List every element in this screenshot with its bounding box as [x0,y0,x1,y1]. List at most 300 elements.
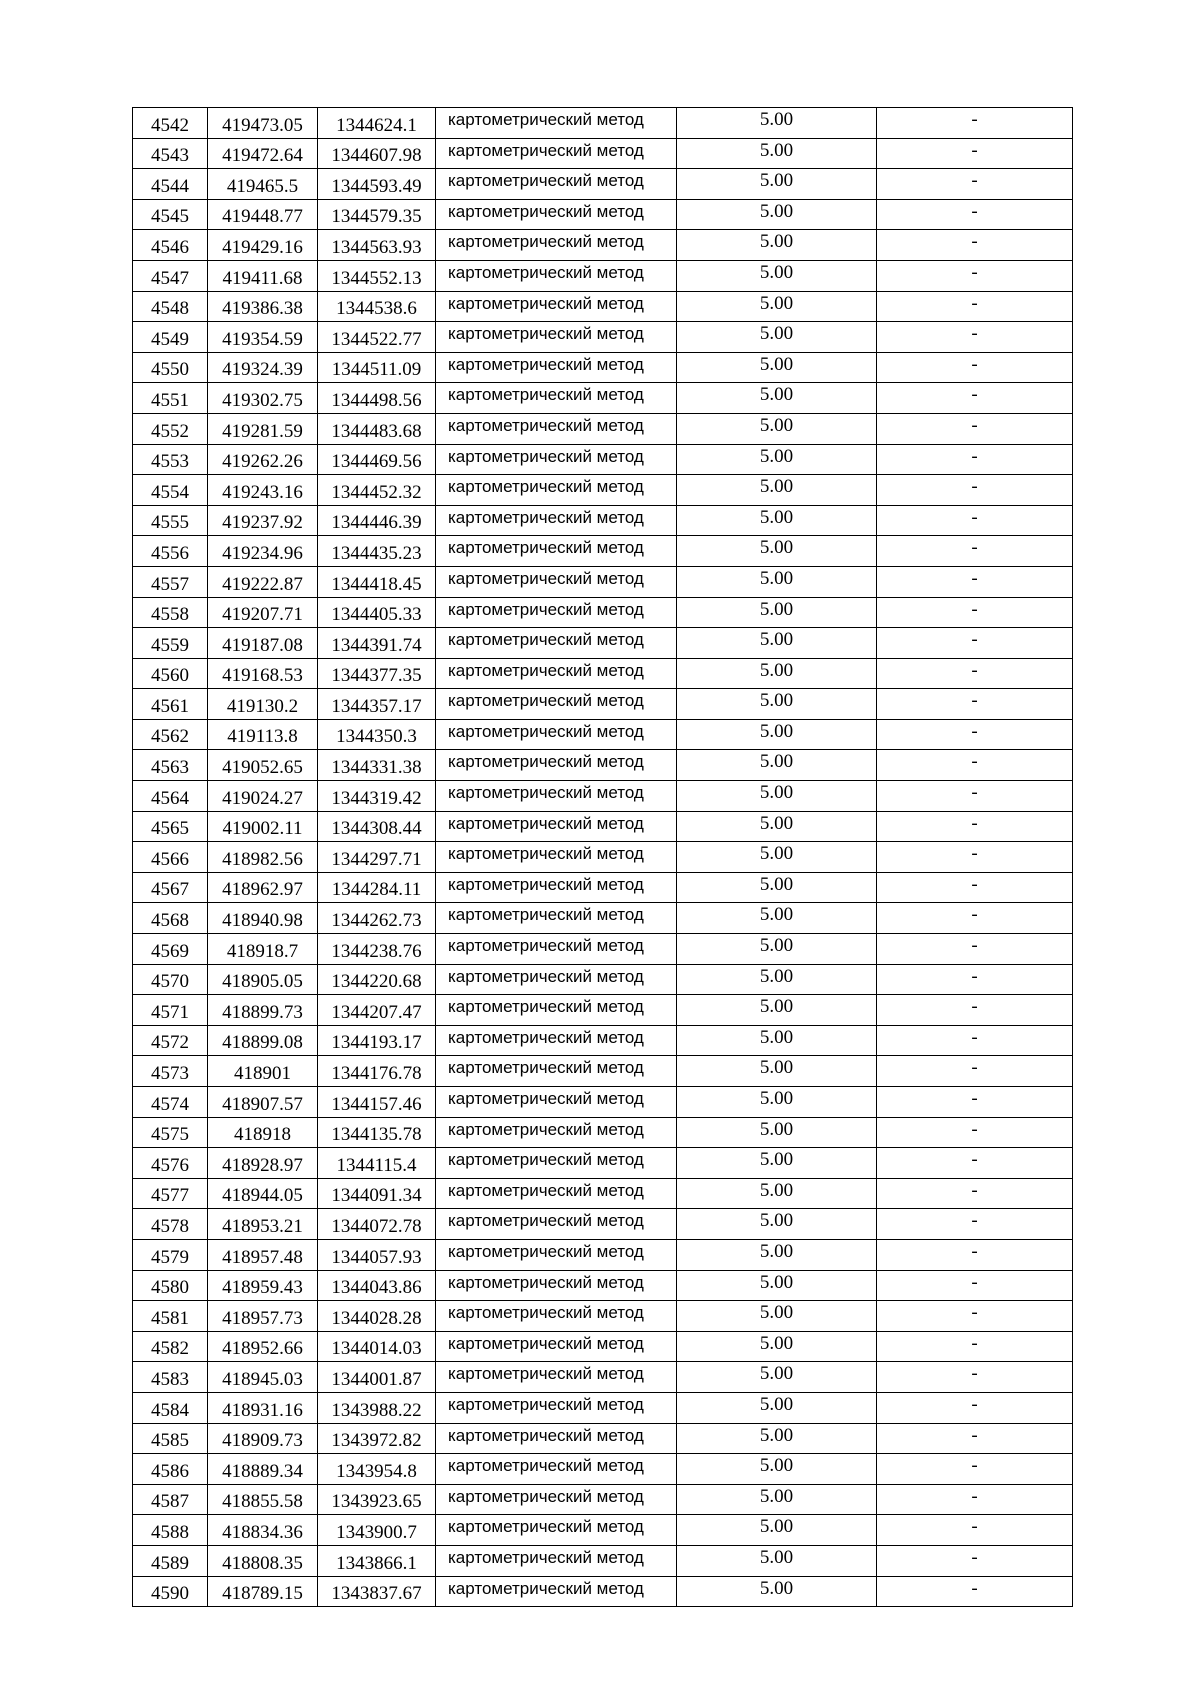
table-row [133,1178,1073,1209]
method-cell: картометрический метод [436,1576,677,1607]
table-row [133,475,1073,506]
method-cell: картометрический метод [436,1087,677,1118]
method-cell: картометрический метод [436,1025,677,1056]
x-coordinate-cell: 418957.48 [208,1239,318,1270]
point-number-cell: 4542 [133,108,208,139]
x-coordinate-cell: 419354.59 [208,322,318,353]
y-coordinate-cell: 1344135.78 [318,1117,436,1148]
note-cell: - [877,1270,1073,1301]
point-number-cell: 4578 [133,1209,208,1240]
note-cell: - [877,597,1073,628]
note-cell: - [877,1392,1073,1423]
note-cell: - [877,903,1073,934]
point-number-cell: 4549 [133,322,208,353]
y-coordinate-cell: 1344469.56 [318,444,436,475]
table-row [133,138,1073,169]
point-number-cell: 4567 [133,872,208,903]
table-row [133,199,1073,230]
table-row [133,1301,1073,1332]
accuracy-cell: 5.00 [677,383,877,414]
method-cell: картометрический метод [436,566,677,597]
note-cell: - [877,1209,1073,1240]
point-number-cell: 4589 [133,1545,208,1576]
y-coordinate-cell: 1344552.13 [318,260,436,291]
accuracy-cell: 5.00 [677,352,877,383]
y-coordinate-cell: 1344014.03 [318,1331,436,1362]
method-cell: картометрический метод [436,322,677,353]
note-cell: - [877,1301,1073,1332]
table-row [133,934,1073,965]
table-row [133,811,1073,842]
method-cell: картометрический метод [436,199,677,230]
note-cell: - [877,1454,1073,1485]
point-number-cell: 4570 [133,964,208,995]
point-number-cell: 4564 [133,781,208,812]
note-cell: - [877,230,1073,261]
x-coordinate-cell: 418889.34 [208,1454,318,1485]
table-row [133,1087,1073,1118]
accuracy-cell: 5.00 [677,1545,877,1576]
note-cell: - [877,138,1073,169]
note-cell: - [877,842,1073,873]
y-coordinate-cell: 1343954.8 [318,1454,436,1485]
y-coordinate-cell: 1344446.39 [318,505,436,536]
table-row [133,169,1073,200]
x-coordinate-cell: 419130.2 [208,689,318,720]
x-coordinate-cell: 418808.35 [208,1545,318,1576]
x-coordinate-cell: 419429.16 [208,230,318,261]
accuracy-cell: 5.00 [677,199,877,230]
accuracy-cell: 5.00 [677,322,877,353]
point-number-cell: 4543 [133,138,208,169]
method-cell: картометрический метод [436,1178,677,1209]
accuracy-cell: 5.00 [677,872,877,903]
method-cell: картометрический метод [436,413,677,444]
method-cell: картометрический метод [436,781,677,812]
table-row [133,1056,1073,1087]
note-cell: - [877,872,1073,903]
y-coordinate-cell: 1344319.42 [318,781,436,812]
accuracy-cell: 5.00 [677,1178,877,1209]
x-coordinate-cell: 419281.59 [208,413,318,444]
point-number-cell: 4561 [133,689,208,720]
method-cell: картометрический метод [436,964,677,995]
table-row [133,1209,1073,1240]
table-row [133,1148,1073,1179]
y-coordinate-cell: 1344418.45 [318,566,436,597]
point-number-cell: 4580 [133,1270,208,1301]
table-row [133,444,1073,475]
table-row [133,842,1073,873]
x-coordinate-cell: 418931.16 [208,1392,318,1423]
y-coordinate-cell: 1344043.86 [318,1270,436,1301]
note-cell: - [877,934,1073,965]
x-coordinate-cell: 419386.38 [208,291,318,322]
y-coordinate-cell: 1344057.93 [318,1239,436,1270]
method-cell: картометрический метод [436,1148,677,1179]
point-number-cell: 4588 [133,1515,208,1546]
y-coordinate-cell: 1344563.93 [318,230,436,261]
note-cell: - [877,1087,1073,1118]
accuracy-cell: 5.00 [677,1270,877,1301]
method-cell: картометрический метод [436,260,677,291]
point-number-cell: 4583 [133,1362,208,1393]
note-cell: - [877,995,1073,1026]
accuracy-cell: 5.00 [677,1392,877,1423]
accuracy-cell: 5.00 [677,230,877,261]
note-cell: - [877,108,1073,139]
x-coordinate-cell: 418905.05 [208,964,318,995]
method-cell: картометрический метод [436,628,677,659]
method-cell: картометрический метод [436,1331,677,1362]
accuracy-cell: 5.00 [677,475,877,506]
y-coordinate-cell: 1344072.78 [318,1209,436,1240]
y-coordinate-cell: 1343837.67 [318,1576,436,1607]
x-coordinate-cell: 419302.75 [208,383,318,414]
accuracy-cell: 5.00 [677,1576,877,1607]
point-number-cell: 4548 [133,291,208,322]
point-number-cell: 4563 [133,750,208,781]
accuracy-cell: 5.00 [677,628,877,659]
table-row [133,1270,1073,1301]
method-cell: картометрический метод [436,536,677,567]
method-cell: картометрический метод [436,108,677,139]
accuracy-cell: 5.00 [677,505,877,536]
point-number-cell: 4566 [133,842,208,873]
note-cell: - [877,1025,1073,1056]
method-cell: картометрический метод [436,934,677,965]
y-coordinate-cell: 1344262.73 [318,903,436,934]
table-row [133,628,1073,659]
method-cell: картометрический метод [436,475,677,506]
x-coordinate-cell: 419024.27 [208,781,318,812]
note-cell: - [877,689,1073,720]
note-cell: - [877,291,1073,322]
method-cell: картометрический метод [436,1056,677,1087]
y-coordinate-cell: 1344284.11 [318,872,436,903]
note-cell: - [877,413,1073,444]
note-cell: - [877,1148,1073,1179]
point-number-cell: 4586 [133,1454,208,1485]
y-coordinate-cell: 1344331.38 [318,750,436,781]
x-coordinate-cell: 419234.96 [208,536,318,567]
x-coordinate-cell: 418940.98 [208,903,318,934]
x-coordinate-cell: 418962.97 [208,872,318,903]
table-row [133,1515,1073,1546]
accuracy-cell: 5.00 [677,995,877,1026]
table-row [133,1117,1073,1148]
y-coordinate-cell: 1344350.3 [318,719,436,750]
x-coordinate-cell: 419222.87 [208,566,318,597]
y-coordinate-cell: 1344207.47 [318,995,436,1026]
note-cell: - [877,750,1073,781]
point-number-cell: 4584 [133,1392,208,1423]
method-cell: картометрический метод [436,1545,677,1576]
accuracy-cell: 5.00 [677,260,877,291]
table-row [133,108,1073,139]
table-row [133,505,1073,536]
point-number-cell: 4574 [133,1087,208,1118]
table-row [133,1362,1073,1393]
point-number-cell: 4558 [133,597,208,628]
y-coordinate-cell: 1344238.76 [318,934,436,965]
x-coordinate-cell: 419473.05 [208,108,318,139]
table-row [133,1454,1073,1485]
y-coordinate-cell: 1344001.87 [318,1362,436,1393]
method-cell: картометрический метод [436,383,677,414]
point-number-cell: 4587 [133,1484,208,1515]
note-cell: - [877,658,1073,689]
accuracy-cell: 5.00 [677,1515,877,1546]
accuracy-cell: 5.00 [677,934,877,965]
method-cell: картометрический метод [436,1515,677,1546]
table-row [133,566,1073,597]
y-coordinate-cell: 1344091.34 [318,1178,436,1209]
accuracy-cell: 5.00 [677,413,877,444]
x-coordinate-cell: 419324.39 [208,352,318,383]
y-coordinate-cell: 1344391.74 [318,628,436,659]
x-coordinate-cell: 418928.97 [208,1148,318,1179]
note-cell: - [877,1423,1073,1454]
note-cell: - [877,1362,1073,1393]
note-cell: - [877,260,1073,291]
point-number-cell: 4546 [133,230,208,261]
method-cell: картометрический метод [436,811,677,842]
accuracy-cell: 5.00 [677,689,877,720]
note-cell: - [877,566,1073,597]
table-row [133,1239,1073,1270]
point-number-cell: 4568 [133,903,208,934]
point-number-cell: 4550 [133,352,208,383]
y-coordinate-cell: 1344297.71 [318,842,436,873]
table-row [133,1331,1073,1362]
method-cell: картометрический метод [436,597,677,628]
note-cell: - [877,1515,1073,1546]
accuracy-cell: 5.00 [677,1423,877,1454]
method-cell: картометрический метод [436,230,677,261]
x-coordinate-cell: 418909.73 [208,1423,318,1454]
note-cell: - [877,964,1073,995]
x-coordinate-cell: 418901 [208,1056,318,1087]
table-row [133,1545,1073,1576]
y-coordinate-cell: 1343988.22 [318,1392,436,1423]
note-cell: - [877,1484,1073,1515]
method-cell: картометрический метод [436,872,677,903]
accuracy-cell: 5.00 [677,781,877,812]
table-row [133,995,1073,1026]
note-cell: - [877,444,1073,475]
accuracy-cell: 5.00 [677,1362,877,1393]
x-coordinate-cell: 419113.8 [208,719,318,750]
y-coordinate-cell: 1344624.1 [318,108,436,139]
table-row [133,964,1073,995]
table-row [133,689,1073,720]
accuracy-cell: 5.00 [677,1209,877,1240]
method-cell: картометрический метод [436,689,677,720]
y-coordinate-cell: 1343972.82 [318,1423,436,1454]
y-coordinate-cell: 1344357.17 [318,689,436,720]
table-row [133,322,1073,353]
point-number-cell: 4555 [133,505,208,536]
x-coordinate-cell: 419207.71 [208,597,318,628]
accuracy-cell: 5.00 [677,1025,877,1056]
note-cell: - [877,1576,1073,1607]
y-coordinate-cell: 1343923.65 [318,1484,436,1515]
accuracy-cell: 5.00 [677,597,877,628]
method-cell: картометрический метод [436,1209,677,1240]
x-coordinate-cell: 419243.16 [208,475,318,506]
y-coordinate-cell: 1344193.17 [318,1025,436,1056]
note-cell: - [877,781,1073,812]
x-coordinate-cell: 418899.08 [208,1025,318,1056]
table-row [133,597,1073,628]
accuracy-cell: 5.00 [677,658,877,689]
point-number-cell: 4565 [133,811,208,842]
table-row [133,230,1073,261]
table-row [133,903,1073,934]
y-coordinate-cell: 1344308.44 [318,811,436,842]
accuracy-cell: 5.00 [677,750,877,781]
x-coordinate-cell: 418834.36 [208,1515,318,1546]
point-number-cell: 4585 [133,1423,208,1454]
coordinates-table-body [133,108,1073,1607]
x-coordinate-cell: 419411.68 [208,260,318,291]
method-cell: картометрический метод [436,138,677,169]
accuracy-cell: 5.00 [677,1301,877,1332]
x-coordinate-cell: 418918 [208,1117,318,1148]
accuracy-cell: 5.00 [677,1148,877,1179]
point-number-cell: 4552 [133,413,208,444]
note-cell: - [877,1056,1073,1087]
y-coordinate-cell: 1344483.68 [318,413,436,444]
point-number-cell: 4545 [133,199,208,230]
note-cell: - [877,1178,1073,1209]
table-row [133,872,1073,903]
point-number-cell: 4544 [133,169,208,200]
method-cell: картометрический метод [436,1301,677,1332]
table-row [133,658,1073,689]
x-coordinate-cell: 418982.56 [208,842,318,873]
note-cell: - [877,628,1073,659]
x-coordinate-cell: 418855.58 [208,1484,318,1515]
method-cell: картометрический метод [436,995,677,1026]
table-row [133,1025,1073,1056]
accuracy-cell: 5.00 [677,1484,877,1515]
point-number-cell: 4556 [133,536,208,567]
note-cell: - [877,1117,1073,1148]
x-coordinate-cell: 418944.05 [208,1178,318,1209]
table-row [133,1392,1073,1423]
point-number-cell: 4577 [133,1178,208,1209]
point-number-cell: 4579 [133,1239,208,1270]
method-cell: картометрический метод [436,719,677,750]
accuracy-cell: 5.00 [677,842,877,873]
table-row [133,750,1073,781]
method-cell: картометрический метод [436,1362,677,1393]
x-coordinate-cell: 418953.21 [208,1209,318,1240]
accuracy-cell: 5.00 [677,1331,877,1362]
y-coordinate-cell: 1344538.6 [318,291,436,322]
x-coordinate-cell: 418899.73 [208,995,318,1026]
y-coordinate-cell: 1344452.32 [318,475,436,506]
x-coordinate-cell: 418957.73 [208,1301,318,1332]
method-cell: картометрический метод [436,169,677,200]
point-number-cell: 4560 [133,658,208,689]
accuracy-cell: 5.00 [677,1087,877,1118]
point-number-cell: 4553 [133,444,208,475]
x-coordinate-cell: 419052.65 [208,750,318,781]
table-row [133,260,1073,291]
accuracy-cell: 5.00 [677,1454,877,1485]
table-row [133,719,1073,750]
y-coordinate-cell: 1344176.78 [318,1056,436,1087]
accuracy-cell: 5.00 [677,444,877,475]
y-coordinate-cell: 1344511.09 [318,352,436,383]
point-number-cell: 4554 [133,475,208,506]
x-coordinate-cell: 419168.53 [208,658,318,689]
accuracy-cell: 5.00 [677,903,877,934]
accuracy-cell: 5.00 [677,1117,877,1148]
method-cell: картометрический метод [436,291,677,322]
accuracy-cell: 5.00 [677,138,877,169]
x-coordinate-cell: 418952.66 [208,1331,318,1362]
accuracy-cell: 5.00 [677,291,877,322]
note-cell: - [877,811,1073,842]
method-cell: картометрический метод [436,750,677,781]
x-coordinate-cell: 419187.08 [208,628,318,659]
accuracy-cell: 5.00 [677,169,877,200]
y-coordinate-cell: 1344435.23 [318,536,436,567]
method-cell: картометрический метод [436,1423,677,1454]
y-coordinate-cell: 1344220.68 [318,964,436,995]
note-cell: - [877,1331,1073,1362]
accuracy-cell: 5.00 [677,811,877,842]
method-cell: картометрический метод [436,1239,677,1270]
y-coordinate-cell: 1344593.49 [318,169,436,200]
x-coordinate-cell: 418959.43 [208,1270,318,1301]
y-coordinate-cell: 1344028.28 [318,1301,436,1332]
method-cell: картометрический метод [436,1117,677,1148]
table-row [133,291,1073,322]
table-row [133,1484,1073,1515]
x-coordinate-cell: 419237.92 [208,505,318,536]
note-cell: - [877,1239,1073,1270]
point-number-cell: 4575 [133,1117,208,1148]
point-number-cell: 4571 [133,995,208,1026]
table-row [133,352,1073,383]
point-number-cell: 4576 [133,1148,208,1179]
accuracy-cell: 5.00 [677,108,877,139]
table-row [133,1423,1073,1454]
method-cell: картометрический метод [436,1392,677,1423]
method-cell: картометрический метод [436,352,677,383]
point-number-cell: 4569 [133,934,208,965]
y-coordinate-cell: 1344377.35 [318,658,436,689]
point-number-cell: 4573 [133,1056,208,1087]
method-cell: картометрический метод [436,842,677,873]
x-coordinate-cell: 418918.7 [208,934,318,965]
accuracy-cell: 5.00 [677,964,877,995]
method-cell: картометрический метод [436,1484,677,1515]
point-number-cell: 4590 [133,1576,208,1607]
table-row [133,536,1073,567]
point-number-cell: 4562 [133,719,208,750]
accuracy-cell: 5.00 [677,566,877,597]
note-cell: - [877,536,1073,567]
table-row [133,413,1073,444]
point-number-cell: 4547 [133,260,208,291]
note-cell: - [877,352,1073,383]
